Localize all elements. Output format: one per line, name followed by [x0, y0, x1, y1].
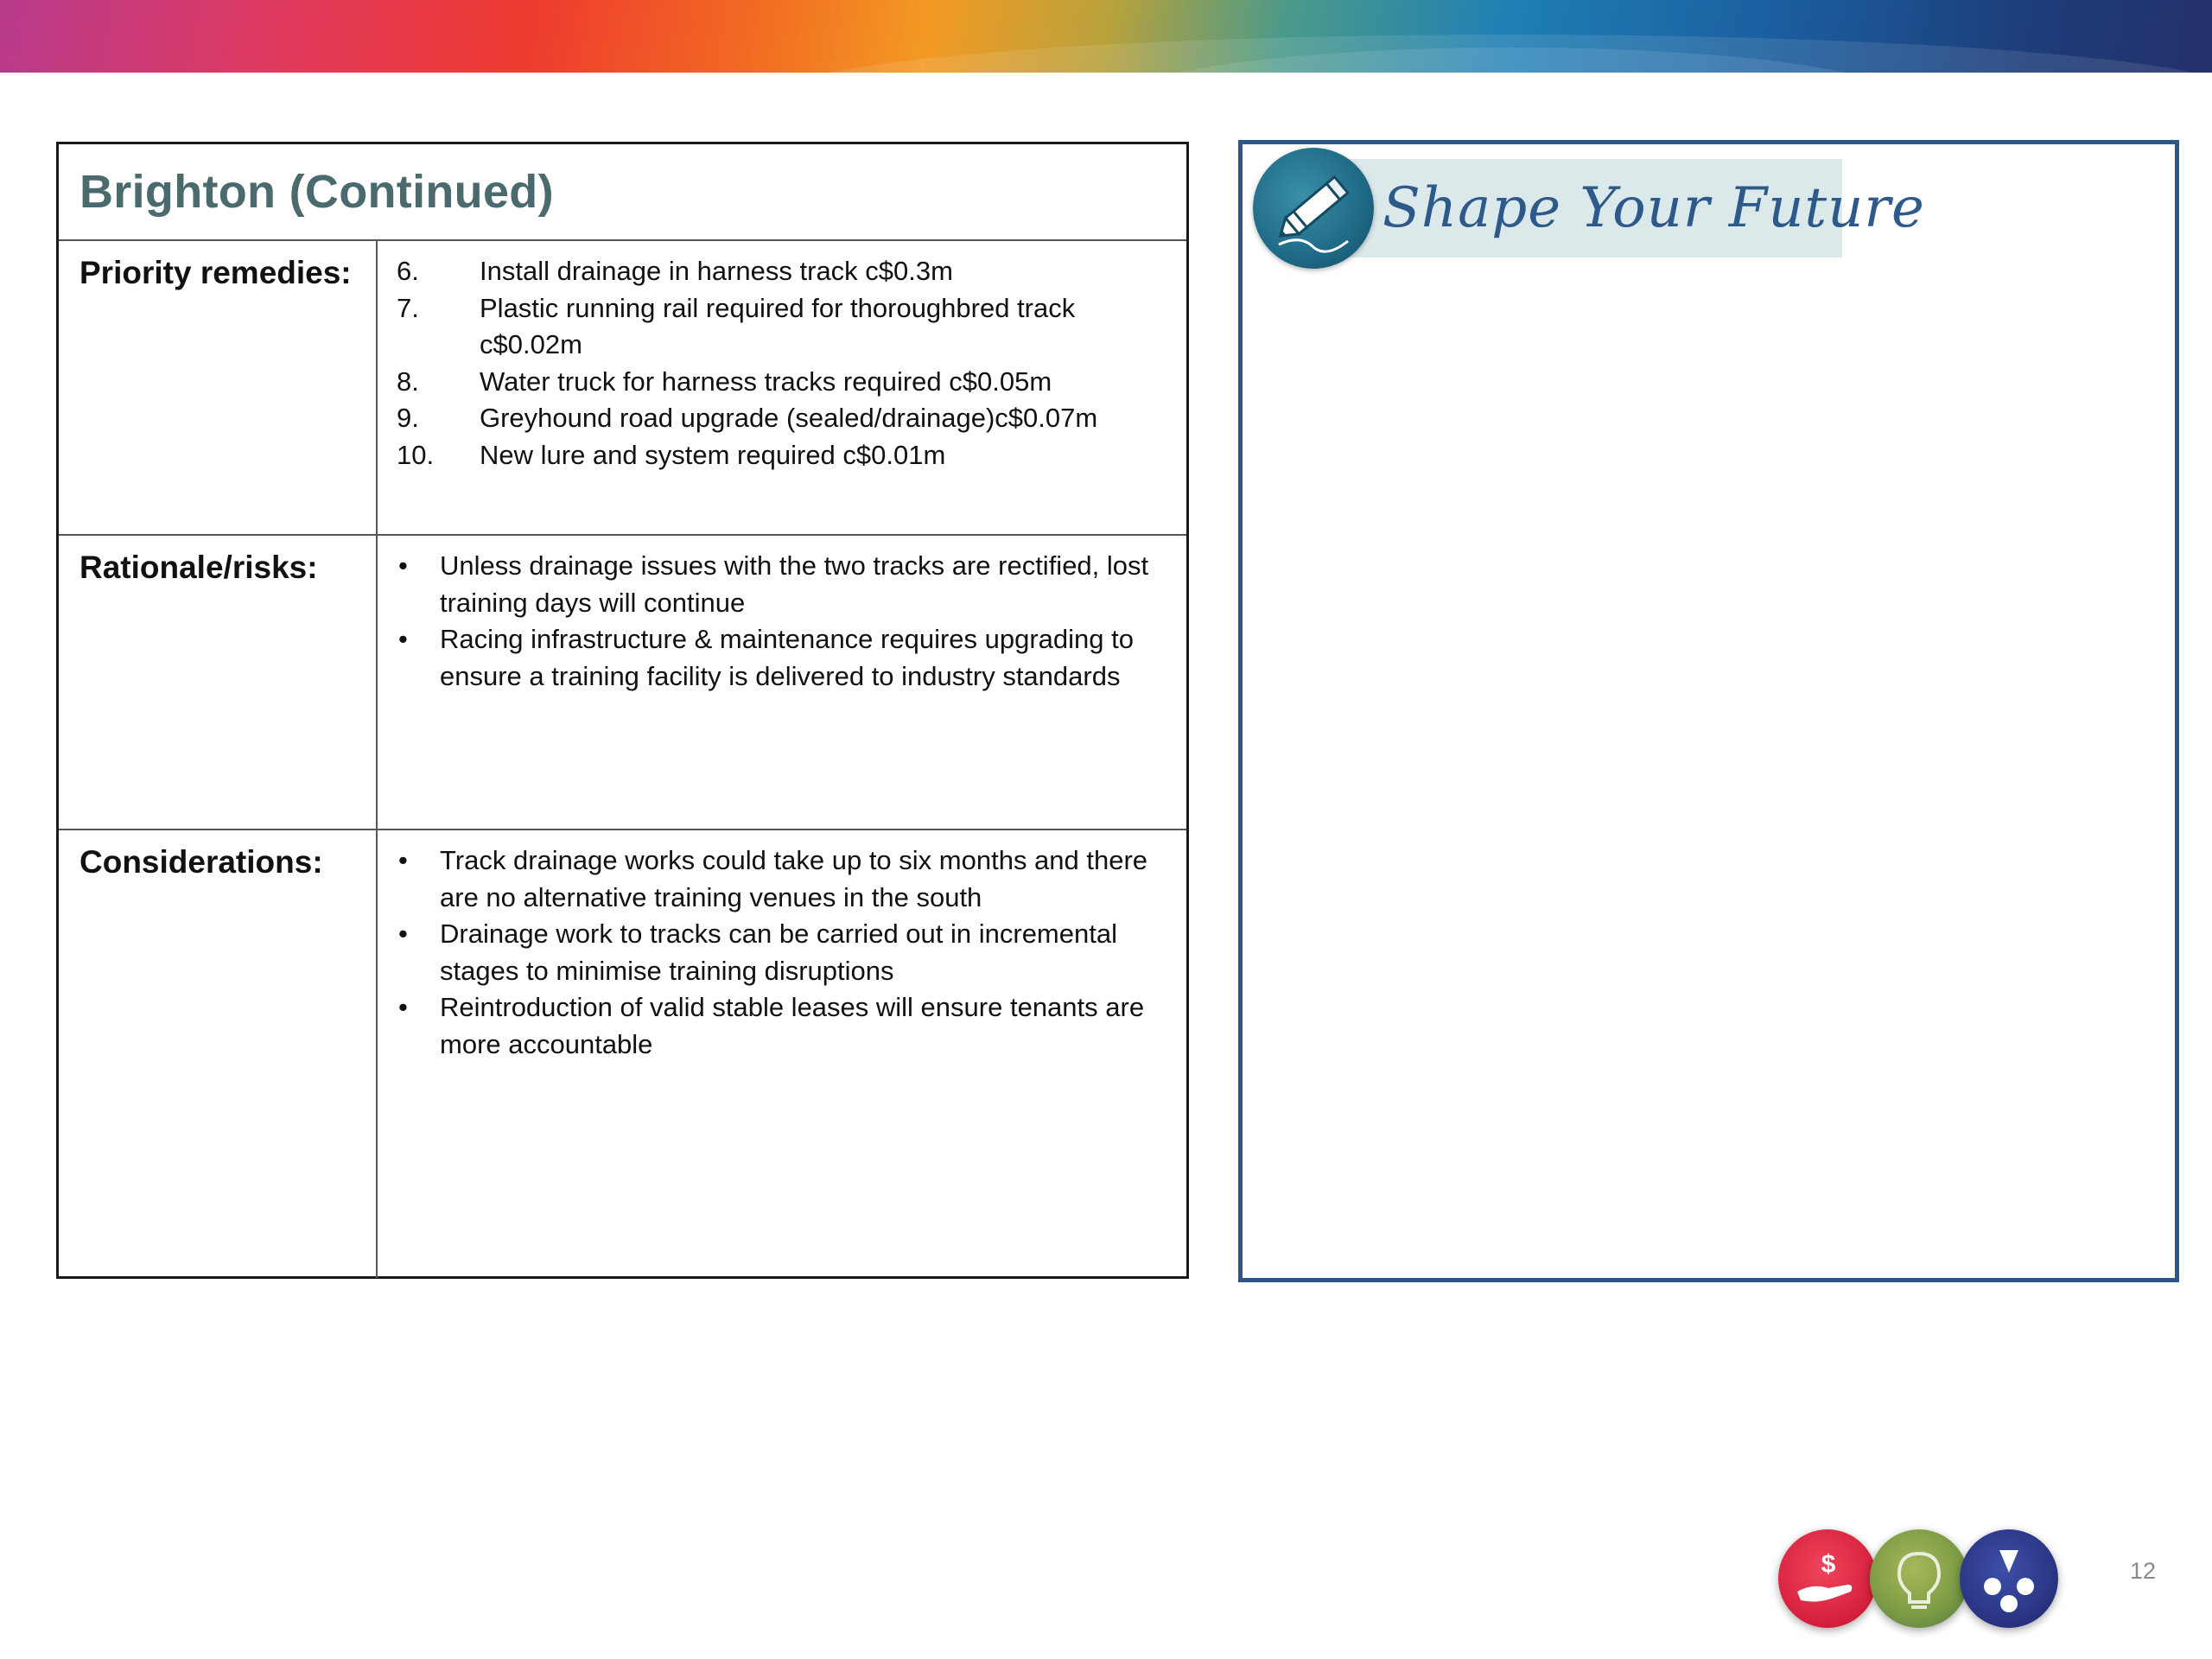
lightbulb-icon [1870, 1529, 1968, 1628]
list-item [397, 290, 1169, 364]
list-item [397, 989, 1169, 1063]
top-banner [0, 0, 2212, 73]
table-title-row [59, 144, 1186, 241]
content-table [56, 142, 1189, 1279]
row-label: Rationale/risks: [59, 536, 378, 829]
list-item [397, 364, 1169, 401]
triangle-dots-icon [1960, 1529, 2058, 1628]
bullet: • [398, 550, 408, 581]
item-text: Reintroduction of valid stable leases will ensure tenants are more accountable [440, 992, 1145, 1059]
bullet: • [398, 918, 408, 949]
row-content [378, 241, 1186, 534]
table-row-rationale-risks [59, 536, 1186, 830]
item-number: 9. [397, 403, 419, 433]
list-item [397, 253, 1169, 290]
item-text: Greyhound road upgrade (sealed/drainage)c$0.07m [480, 403, 1098, 433]
item-number: 8. [397, 365, 419, 397]
list-item [397, 916, 1169, 989]
row-label: Priority remedies: [59, 241, 378, 534]
item-text: Racing infrastructure & maintenance requires upgrading to ensure a training facility is delivered to industry standards [440, 624, 1135, 691]
list-item [397, 842, 1169, 916]
list-item [397, 400, 1169, 437]
item-number: 6. [397, 256, 419, 286]
table-row-priority-remedies [59, 241, 1186, 536]
item-text: Install drainage in harness track c$0.3m [480, 256, 953, 286]
list-item [397, 548, 1169, 621]
hand-dollar-icon [1778, 1529, 1877, 1628]
item-number: 10. [397, 439, 435, 470]
list-item [397, 621, 1169, 695]
item-text: Unless drainage issues with the two tracks are rectified, lost training days will continue [440, 550, 1149, 618]
logo-text: Shape Your Future [1382, 176, 1925, 240]
pencil-icon [1253, 148, 1374, 269]
item-text: Water truck for harness tracks required c$0.05m [480, 365, 1052, 397]
bullet: • [398, 624, 408, 654]
page-number: 12 [2129, 1558, 2157, 1584]
bullet: • [398, 992, 408, 1022]
svg-text:$: $ [1821, 1550, 1836, 1579]
row-content [378, 830, 1186, 1278]
table-row-considerations [59, 830, 1186, 1278]
row-content [378, 536, 1186, 829]
item-text: Drainage work to tracks can be carried out in incremental stages to minimise training disruptions [440, 918, 1117, 986]
row-label: Considerations: [59, 830, 378, 1278]
item-text: New lure and system required c$0.01m [480, 439, 946, 470]
notes-panel [1238, 140, 2179, 1282]
item-text: Track drainage works could take up to six months and there are no alternative training venues in the south [440, 845, 1148, 912]
list-item [397, 437, 1169, 474]
page-title: Brighton (Continued) [79, 166, 554, 218]
item-text: Plastic running rail required for thoroughbred track c$0.02m [480, 292, 1076, 359]
item-number: 7. [397, 292, 419, 323]
bullet: • [398, 845, 408, 875]
